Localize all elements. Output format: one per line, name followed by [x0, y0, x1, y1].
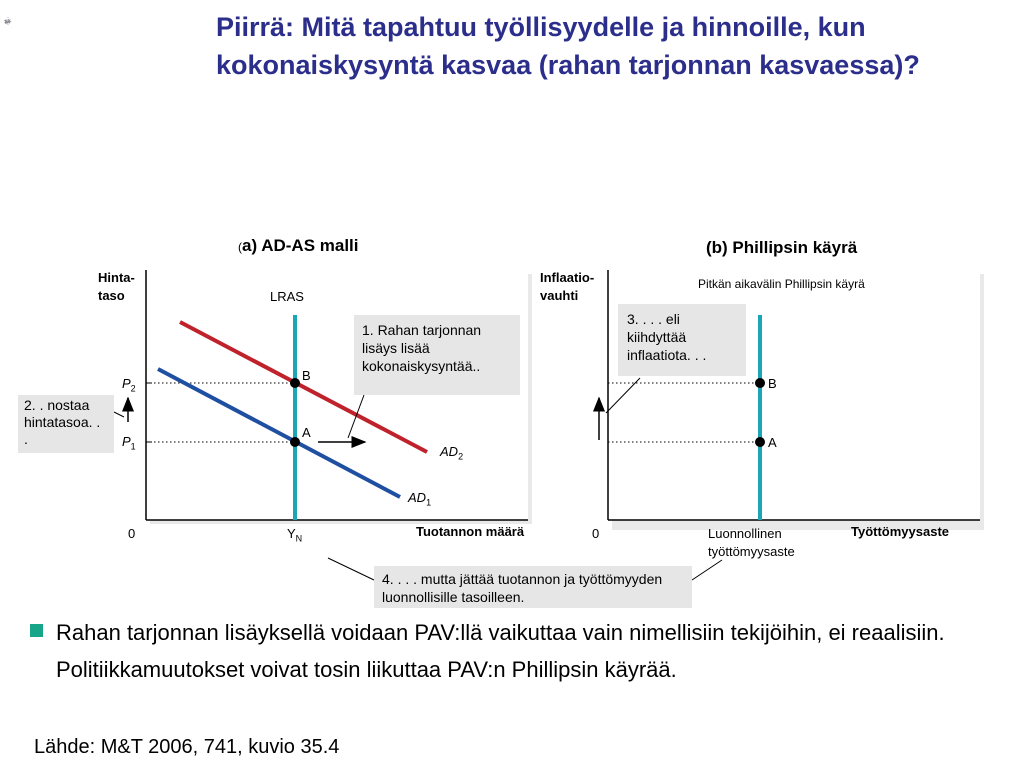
point-a-marker: [290, 437, 300, 447]
panel-a-y-axis-label-line2: taso: [98, 288, 125, 303]
panel-a-title: (a) AD-AS malli: [238, 236, 359, 255]
callout-inflation: 3. . . . eli kiihdyttää inflaatiota. . .: [618, 304, 746, 376]
bullet-marker-icon: [30, 624, 43, 637]
phillips-point-a-label: A: [768, 435, 777, 450]
phillips-point-a-marker: [755, 437, 765, 447]
point-a-label: A: [302, 425, 311, 440]
panel-a-y-axis-label-line1: Hinta-: [98, 270, 135, 285]
panel-b-x-axis-label: Työttömyysaste: [851, 524, 950, 539]
natural-rate-label-line2: työttömyysaste: [708, 544, 795, 559]
callout-2-pointer: [114, 412, 124, 417]
panel-a-origin: 0: [128, 526, 136, 541]
yn-label: $Y_N$: [287, 526, 303, 544]
panel-b-title: (b) Phillipsin käyrä: [706, 238, 858, 257]
ad2-label: $AD_2$: [440, 444, 464, 462]
panel-b-y-axis-label-line2: vauhti: [540, 288, 579, 303]
callout-4-pointer-left: [328, 558, 374, 580]
natural-rate-label-line1: Luonnollinen: [708, 526, 782, 541]
phillips-point-b-label: B: [768, 376, 777, 391]
p2-label: $P_2$: [122, 376, 136, 394]
callout-money-supply: 1. Rahan tarjonnan lisäys lisää kokonaiskysyntää..: [354, 315, 520, 395]
slide-title: Piirrä: Mitä tapahtuu työllisyydelle ja hinnoille, kun kokonaiskysyntä kasvaa (rahan tarjonnan kasvaessa)?: [216, 12, 920, 80]
panel-a-x-axis-label: Tuotannon määrä: [416, 524, 525, 539]
panel-b-origin: 0: [592, 526, 600, 541]
point-b-marker: [290, 378, 300, 388]
lras-label: LRAS: [270, 289, 304, 304]
long-run-phillips-label: Pitkän aikavälin Phillipsin käyrä: [698, 277, 865, 291]
source-citation: Lähde: M&T 2006, 741, kuvio 35.4: [34, 736, 340, 758]
point-b-label: B: [302, 368, 311, 383]
callout-price-level: 2. . nostaa hintatasoa. . .: [18, 395, 114, 453]
ad1-label: $AD_1$: [408, 490, 432, 508]
bullet-text: Rahan tarjonnan lisäyksellä voidaan PAV:llä vaikuttaa vain nimellisiin tekijöihin, ei reaalisiin. Politiikkamuutokset voivat tosin liikuttaa PAV:n Phillipsin käyrää.: [56, 620, 945, 682]
panel-b-y-axis-label-line1: Inflaatio-: [540, 270, 595, 285]
callout-4-pointer-right: [692, 560, 722, 580]
phillips-point-b-marker: [755, 378, 765, 388]
p1-label: $P_1$: [122, 434, 136, 452]
callout-natural-levels: 4. . . . mutta jättää tuotannon ja työttömyyden luonnollisille tasoilleen.: [374, 566, 692, 608]
